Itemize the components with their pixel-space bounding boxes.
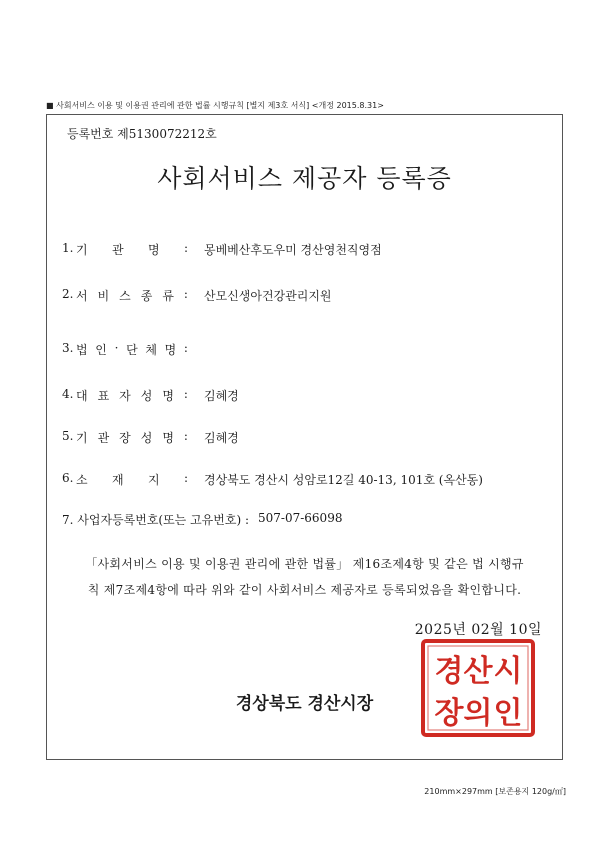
- svg-text:인: 인: [493, 696, 523, 731]
- statement-line-2: 칙 제7조제4항에 따라 위와 같이 사회서비스 제공자로 등록되었음을 확인합니다.: [87, 583, 522, 597]
- field-value: 경상북도 경산시 성암로12길 40-13, 101호 (옥산동): [204, 473, 483, 487]
- svg-text:시: 시: [493, 654, 523, 689]
- paper-spec-note: 210mm×297mm [보존용지 120g/㎡]: [424, 787, 566, 796]
- field-number: 3.: [62, 341, 74, 355]
- field-label: 대 표 자 성 명 :: [76, 387, 188, 403]
- svg-text:장: 장: [434, 696, 464, 731]
- form-header-note: ■ 사회서비스 이용 및 이용권 관리에 관한 법률 시행규칙 [별지 제3호 서식] <개정 2015.8.31>: [46, 101, 384, 110]
- issuer-name: 경상북도 경산시장: [235, 694, 374, 714]
- field-label: 서 비 스 종 류 :: [76, 287, 188, 303]
- svg-text:의: 의: [463, 696, 493, 731]
- official-seal-stamp: [419, 637, 537, 739]
- field-number: 1.: [62, 241, 74, 255]
- field-value: 김혜경: [204, 431, 239, 445]
- svg-text:경: 경: [434, 654, 464, 689]
- field-label: 기 관 명 :: [76, 241, 188, 257]
- field-number: 5.: [62, 429, 74, 443]
- certificate-frame: [46, 114, 563, 760]
- field-value: 산모신생아건강관리지원: [204, 289, 332, 303]
- svg-text:산: 산: [463, 654, 493, 689]
- field-number: 4.: [62, 387, 74, 401]
- field-value: 507-07-66098: [258, 511, 343, 525]
- field-label: 기 관 장 성 명 :: [76, 429, 188, 445]
- field-number: 2.: [62, 287, 74, 301]
- field-value: 김혜경: [204, 389, 239, 403]
- field-row-business-number: [62, 511, 343, 528]
- statement-line-1: 「사회서비스 이용 및 이용권 관리에 관한 법률」 제16조제4항 및 같은 법 시행규: [85, 557, 524, 571]
- field-label: 7. 사업자등록번호(또는 고유번호) :: [62, 513, 249, 527]
- field-label: 법 인 · 단 체 명 :: [76, 341, 188, 357]
- issue-date: 2025년 02월 10일: [414, 622, 542, 638]
- registration-number: 등록번호 제5130072212호: [67, 127, 217, 141]
- field-value: 몽베베산후도우미 경산영천직영점: [204, 243, 382, 257]
- field-label: 소 재 지 :: [76, 471, 188, 487]
- field-number: 6.: [62, 471, 74, 485]
- certificate-title: 사회서비스 제공자 등록증: [157, 164, 452, 193]
